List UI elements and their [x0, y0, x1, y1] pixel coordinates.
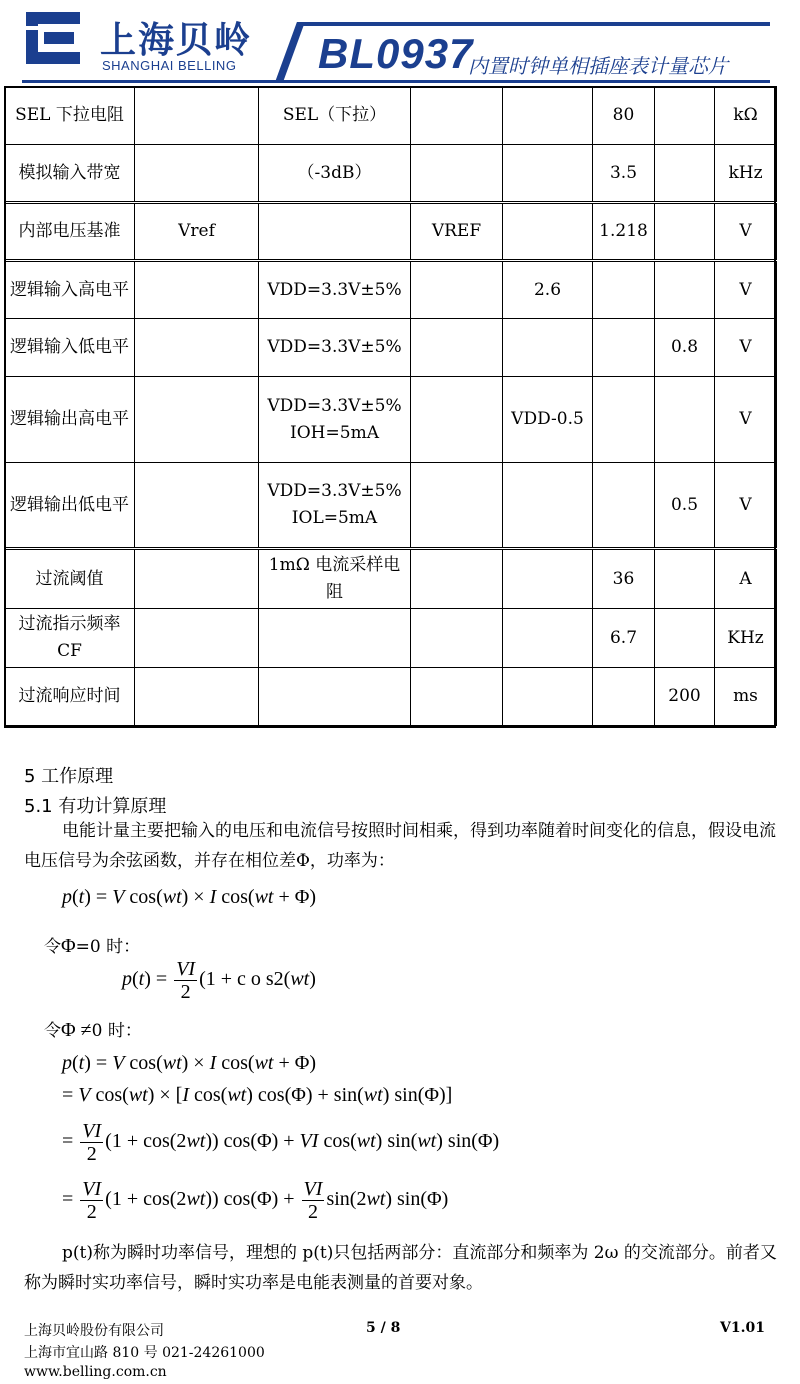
equation-power-definition: p(t) = V cos(wt) × I cos(wt + Φ)	[62, 886, 317, 908]
header-bottom-rule	[22, 80, 770, 83]
table-cell	[593, 668, 655, 726]
table-cell	[411, 668, 503, 726]
table-cell: V	[715, 203, 777, 261]
table-cell	[259, 609, 411, 668]
table-cell: 80	[593, 87, 655, 145]
table-cell: 3.5	[593, 145, 655, 203]
table-cell: 过流阈值	[5, 549, 135, 609]
table-cell	[593, 463, 655, 549]
table-cell	[655, 609, 715, 668]
table-cell: V	[715, 319, 777, 377]
table-row	[5, 203, 777, 261]
table-cell: V	[715, 463, 777, 549]
table-cell	[655, 549, 715, 609]
condition-phi-nonzero-post: 0 时：	[91, 1021, 142, 1041]
table-cell	[655, 87, 715, 145]
chip-model: BL0937	[318, 30, 474, 77]
table-cell: VREF	[411, 203, 503, 261]
paragraph-instantaneous-power	[24, 1238, 784, 1298]
table-cell	[503, 319, 593, 377]
table-cell	[655, 377, 715, 463]
table-cell: （-3dB）	[259, 145, 411, 203]
equation-phi-zero: p(t) = $\frac{VI}{2}$ (1 + c o s2(wt)	[122, 958, 316, 1003]
phi-symbol: Φ	[61, 935, 76, 957]
table-cell	[135, 145, 259, 203]
table-cell: VDD-0.5	[503, 377, 593, 463]
table-cell	[411, 377, 503, 463]
table-cell: VDD=3.3V±5% IOH=5mA	[259, 377, 411, 463]
table-cell	[503, 203, 593, 261]
table-cell: 逻辑输出高电平	[5, 377, 135, 463]
table-cell	[259, 668, 411, 726]
table-cell: 2.6	[503, 261, 593, 319]
table-row	[5, 319, 777, 377]
condition-phi-zero	[44, 932, 140, 958]
table-cell: 36	[593, 549, 655, 609]
table-cell	[411, 87, 503, 145]
table-cell: KHz	[715, 609, 777, 668]
table-row	[5, 87, 777, 145]
table-cell: VDD=3.3V±5% IOL=5mA	[259, 463, 411, 549]
condition-phi-nonzero-pre: 令	[44, 1021, 61, 1041]
table-cell	[135, 261, 259, 319]
table-cell: 逻辑输入高电平	[5, 261, 135, 319]
table-cell: 0.5	[655, 463, 715, 549]
table-cell	[411, 609, 503, 668]
footer-page-number: 5 / 8	[366, 1320, 401, 1336]
table-cell: 过流指示频率 CF	[5, 609, 135, 668]
condition-phi-zero-post: =0 时：	[75, 937, 141, 957]
table-cell: kHz	[715, 145, 777, 203]
belling-logo	[22, 6, 282, 72]
equation-expansion-line-2: = V cos(wt) × [I cos(wt) cos(Φ) + sin(wt) sin(Φ)]	[62, 1084, 453, 1106]
table-cell	[503, 145, 593, 203]
table-cell	[135, 377, 259, 463]
table-cell	[503, 463, 593, 549]
footer-address: 上海市宜山路 810 号 021-24261000	[24, 1345, 265, 1361]
logo-english-name: SHANGHAI BELLING	[102, 58, 237, 73]
table-cell: A	[715, 549, 777, 609]
table-cell	[259, 203, 411, 261]
table-cell: 过流响应时间	[5, 668, 135, 726]
table-cell: 6.7	[593, 609, 655, 668]
table-row	[5, 145, 777, 203]
table-cell: 200	[655, 668, 715, 726]
table-row	[5, 668, 777, 726]
table-cell	[593, 261, 655, 319]
table-cell	[411, 145, 503, 203]
table-cell	[593, 319, 655, 377]
table-cell	[411, 549, 503, 609]
table-cell	[503, 609, 593, 668]
equation-expansion-line-3: = $\frac{VI}{2}$ (1 + cos(2wt)) cos(Φ) + VI cos(wt) sin(wt) sin(Φ)	[62, 1120, 500, 1165]
condition-phi-nonzero	[44, 1016, 142, 1042]
table-cell: 逻辑输出低电平	[5, 463, 135, 549]
table-cell: VDD=3.3V±5%	[259, 319, 411, 377]
table-cell: 内部电压基准	[5, 203, 135, 261]
section-heading-5-1: 5.1 有功计算原理	[24, 796, 167, 817]
footer-website: www.belling.com.cn	[24, 1364, 167, 1380]
table-row	[5, 377, 777, 463]
table-cell	[411, 463, 503, 549]
table-cell: V	[715, 261, 777, 319]
table-cell	[411, 319, 503, 377]
table-cell: 0.8	[655, 319, 715, 377]
table-cell	[411, 261, 503, 319]
electrical-spec-table	[4, 86, 777, 726]
table-cell	[135, 609, 259, 668]
table-cell: V	[715, 377, 777, 463]
table-row	[5, 609, 777, 668]
table-cell	[503, 87, 593, 145]
equation-expansion-line-4: = $\frac{VI}{2}$ (1 + cos(2wt)) cos(Φ) + $\frac{VI}{2}$ sin(2wt) sin(Φ)	[62, 1178, 449, 1223]
table-cell: 1.218	[593, 203, 655, 261]
table-cell: ms	[715, 668, 777, 726]
paragraph-instantaneous-power-text: p(t)称为瞬时功率信号，理想的 p(t)只包括两部分：直流部分和频率为 2ω 的交流部分。前者又称为瞬时实功率信号，瞬时实功率是电能表测量的首要对象。	[24, 1243, 777, 1293]
paragraph-intro	[24, 816, 784, 876]
table-cell	[655, 261, 715, 319]
table-cell	[135, 463, 259, 549]
condition-phi-zero-pre: 令	[44, 937, 61, 957]
section-heading-5: 5 工作原理	[24, 766, 114, 787]
page-header	[0, 0, 800, 84]
table-row	[5, 549, 777, 609]
logo-chinese-name: 上海贝岭	[100, 20, 253, 61]
table-cell: 模拟输入带宽	[5, 145, 135, 203]
equation-expansion-line-1: p(t) = V cos(wt) × I cos(wt + Φ)	[62, 1052, 317, 1074]
table-cell: VDD=3.3V±5%	[259, 261, 411, 319]
table-cell	[135, 319, 259, 377]
table-cell	[503, 549, 593, 609]
header-top-rule	[298, 22, 770, 26]
footer-company: 上海贝岭股份有限公司	[24, 1323, 164, 1339]
table-cell	[593, 377, 655, 463]
table-cell: SEL 下拉电阻	[5, 87, 135, 145]
table-cell: kΩ	[715, 87, 777, 145]
table-cell	[135, 549, 259, 609]
table-cell: 逻辑输入低电平	[5, 319, 135, 377]
table-cell: SEL（下拉）	[259, 87, 411, 145]
paragraph-intro-text: 电能计量主要把输入的电压和电流信号按照时间相乘，得到功率随着时间变化的信息，假设电流电压信号为余弦函数，并存在相位差Φ，功率为：	[24, 821, 776, 871]
belling-logo-mark	[22, 6, 92, 70]
document-subtitle: 内置时钟单相插座表计量芯片	[468, 54, 728, 78]
table-cell	[655, 145, 715, 203]
table-cell	[503, 668, 593, 726]
table-cell	[655, 203, 715, 261]
table-cell	[135, 87, 259, 145]
table-cell	[135, 668, 259, 726]
table-row	[5, 463, 777, 549]
footer-version: V1.01	[720, 1320, 765, 1336]
table-cell: 1mΩ 电流采样电阻	[259, 549, 411, 609]
table-row	[5, 261, 777, 319]
phi-not-equal-symbol: Φ ≠	[61, 1019, 92, 1041]
table-cell: Vref	[135, 203, 259, 261]
